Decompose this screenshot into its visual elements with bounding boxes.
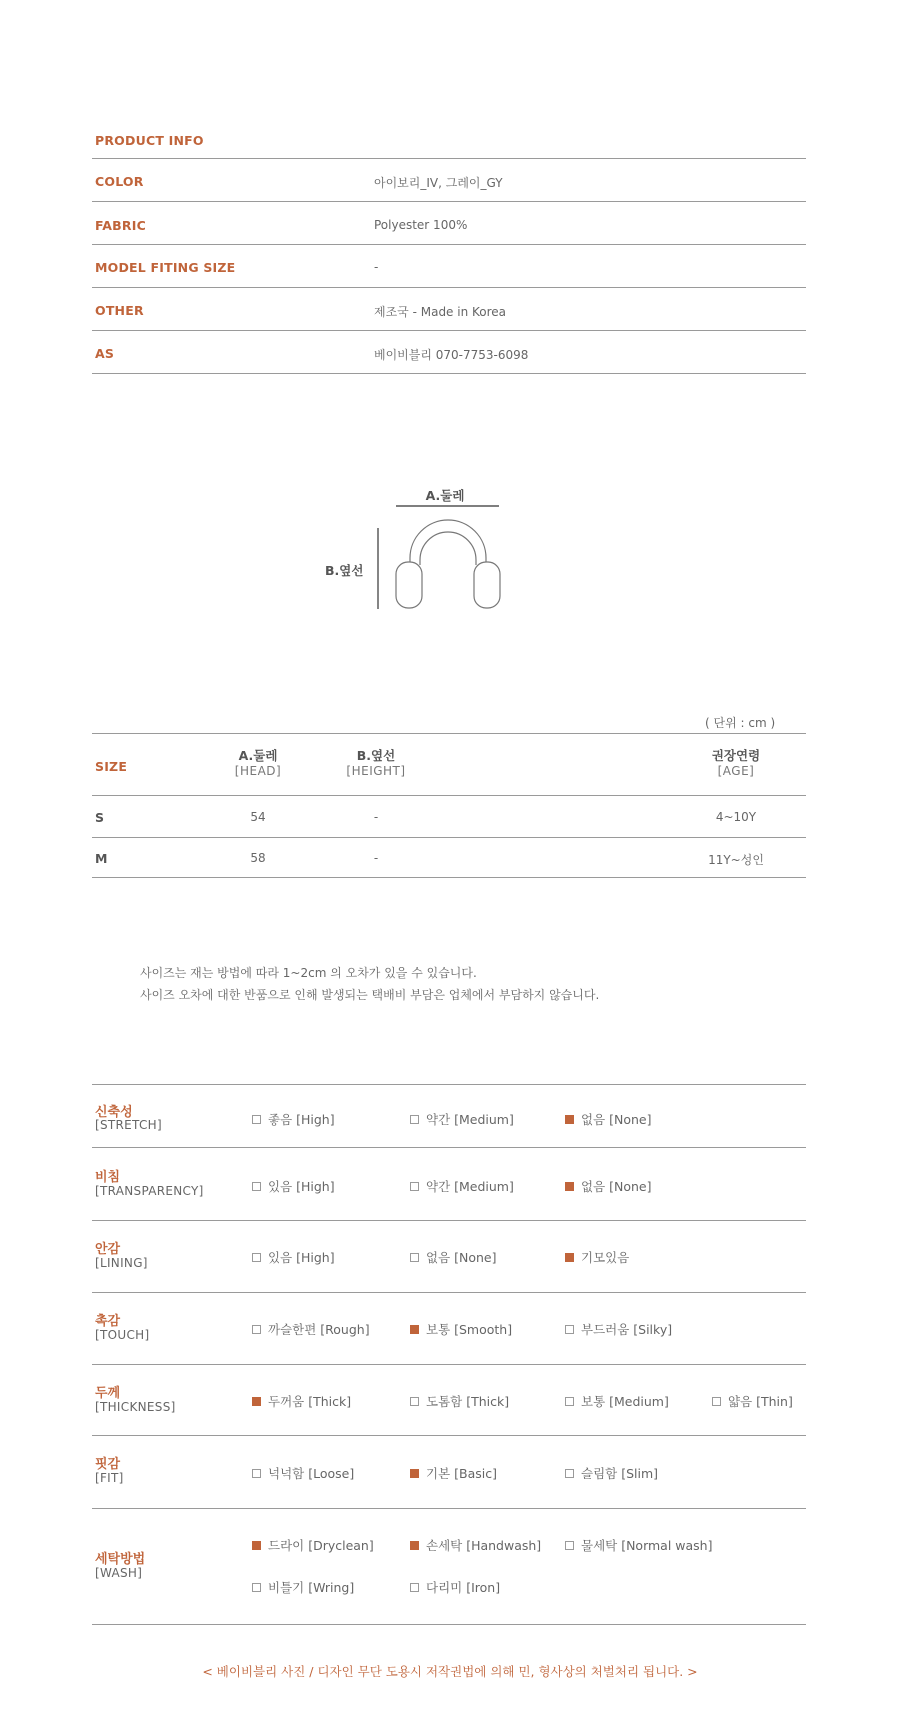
attr-touch-en: [TOUCH] [95,1328,150,1342]
size-row-m: M [95,851,108,866]
divider [92,158,806,159]
divider [92,1220,806,1221]
option: 없음 [None] [565,1110,652,1128]
divider [92,1292,806,1293]
note-line: 사이즈 오차에 대한 반품으로 인해 발생되는 택배비 부담은 업체에서 부담하지 않습니다. [140,988,600,1002]
checkbox-icon [565,1397,574,1406]
attr-wash-en: [WASH] [95,1566,143,1580]
checkbox-icon [252,1115,261,1124]
checkbox-icon [712,1397,721,1406]
divider [92,1084,806,1085]
checkbox-icon [565,1541,574,1550]
checkbox-icon [252,1583,261,1592]
cell-age-s: 4~10Y [715,810,757,824]
attr-thickness-ko: 두께 [95,1386,121,1401]
attr-fit-en: [FIT] [95,1471,124,1485]
col-age-label: 권장연령 [711,748,761,763]
option: 없음 [None] [410,1248,497,1266]
checkbox-checked-icon [410,1325,419,1334]
col-head-sub: [HEAD] [234,764,282,778]
col-head-label: A.둘레 [238,748,278,763]
info-value-color: 아이보리_IV, 그레이_GY [374,176,503,190]
divider [92,373,806,374]
attr-wash-ko: 세탁방법 [95,1552,146,1567]
checkbox-icon [410,1583,419,1592]
checkbox-icon [410,1253,419,1262]
option: 손세탁 [Handwash] [410,1536,541,1554]
col-height-sub: [HEIGHT] [346,764,406,778]
info-value-other: 제조국 - Made in Korea [374,305,507,319]
checkbox-icon [410,1397,419,1406]
attr-thickness-en: [THICKNESS] [95,1400,176,1414]
col-age-sub: [AGE] [717,764,755,778]
option: 드라이 [Dryclean] [252,1536,374,1554]
divider [92,837,806,838]
divider [92,1624,806,1625]
option: 보통 [Medium] [565,1392,669,1410]
unit-label: ( 단위 : cm ) [705,716,776,730]
checkbox-checked-icon [565,1253,574,1262]
option: 부드러움 [Silky] [565,1320,672,1338]
divider [92,1147,806,1148]
copyright-notice: < 베이비블리 사진 / 디자인 무단 도용시 저작권법에 의해 민, 형사상의 처벌처리 됩니다. > [202,1664,698,1679]
option: 넉넉함 [Loose] [252,1464,354,1482]
diagram-a-label: A.둘레 [425,488,465,503]
checkbox-checked-icon [410,1469,419,1478]
cell-head-s: 54 [250,810,266,824]
divider [92,1364,806,1365]
option: 없음 [None] [565,1177,652,1195]
option: 비틀기 [Wring] [252,1578,354,1596]
option: 좋음 [High] [252,1110,335,1128]
cell-head-m: 58 [250,851,266,865]
attr-lining-ko: 안감 [95,1242,121,1257]
option: 있음 [High] [252,1248,335,1266]
checkbox-icon [565,1325,574,1334]
checkbox-icon [565,1469,574,1478]
option: 까슬한편 [Rough] [252,1320,370,1338]
attr-stretch-en: [STRETCH] [95,1118,162,1132]
info-value-as: 베이비블리 070-7753-6098 [374,348,529,362]
attr-lining-en: [LINING] [95,1256,148,1270]
checkbox-checked-icon [410,1541,419,1550]
info-value-model-size: - [374,260,379,274]
option: 보통 [Smooth] [410,1320,512,1338]
info-label-fabric: FABRIC [95,218,146,233]
divider [92,244,806,245]
divider [92,201,806,202]
checkbox-icon [252,1182,261,1191]
checkbox-icon [252,1469,261,1478]
cell-height-m: - [373,851,379,865]
checkbox-icon [252,1325,261,1334]
divider [92,877,806,878]
divider [92,330,806,331]
option: 약간 [Medium] [410,1110,514,1128]
checkbox-icon [252,1253,261,1262]
attr-fit-ko: 핏감 [95,1457,121,1472]
col-height-label: B.옆선 [356,748,396,763]
size-header: SIZE [95,759,128,774]
note-line: 사이즈는 재는 방법에 따라 1~2cm 의 오차가 있을 수 있습니다. [140,966,477,980]
checkbox-icon [410,1182,419,1191]
diagram-b-label: B.옆선 [325,563,364,578]
option: 물세탁 [Normal wash] [565,1536,712,1554]
cell-age-m: 11Y~성인 [708,853,764,867]
attr-transparency-en: [TRANSPARENCY] [95,1184,204,1198]
info-label-as: AS [95,346,115,361]
option: 도톰함 [Thick] [410,1392,509,1410]
earmuff-icon [370,500,520,615]
option: 슬림함 [Slim] [565,1464,658,1482]
option: 얇음 [Thin] [712,1392,793,1410]
option: 있음 [High] [252,1177,335,1195]
option: 기모있음 [565,1248,629,1266]
divider [92,287,806,288]
divider [92,1508,806,1509]
attr-stretch-ko: 신축성 [95,1105,133,1120]
size-row-s: S [95,810,105,825]
cell-height-s: - [373,810,379,824]
option: 약간 [Medium] [410,1177,514,1195]
checkbox-checked-icon [565,1115,574,1124]
checkbox-checked-icon [252,1397,261,1406]
option: 두꺼움 [Thick] [252,1392,351,1410]
option: 기본 [Basic] [410,1464,497,1482]
info-label-other: OTHER [95,303,144,318]
attr-touch-ko: 촉감 [95,1314,121,1329]
divider [92,733,806,734]
info-label-model-size: MODEL FITING SIZE [95,260,236,275]
attr-transparency-ko: 비침 [95,1170,121,1185]
info-label-color: COLOR [95,174,144,189]
option: 다리미 [Iron] [410,1578,500,1596]
info-value-fabric: Polyester 100% [374,218,468,232]
product-info-title: PRODUCT INFO [95,133,204,148]
divider [92,795,806,796]
checkbox-checked-icon [252,1541,261,1550]
divider [92,1435,806,1436]
checkbox-icon [410,1115,419,1124]
checkbox-checked-icon [565,1182,574,1191]
